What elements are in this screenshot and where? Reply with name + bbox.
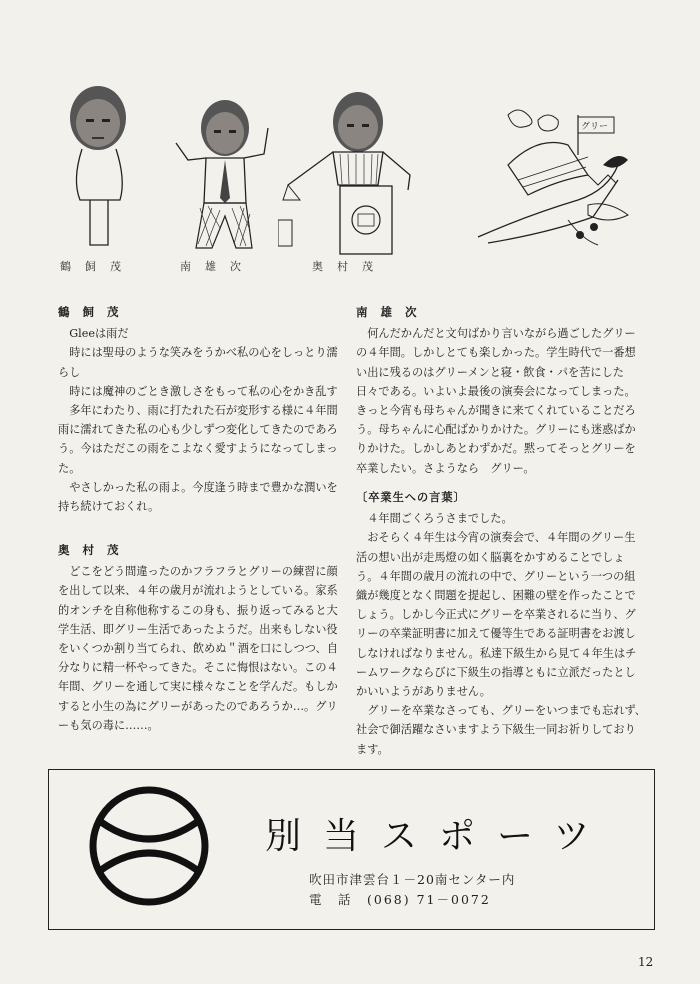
left-column [58, 303, 340, 516]
paragraph: やさしかった私の雨よ。今度逢う時まで豊かな潤いを持ち続けておくれ。 [58, 480, 338, 514]
flag-text: グリー [581, 122, 609, 132]
paragraph: 時には聖母のような笑みをうかべ私の心をしっとり濡らし [58, 346, 338, 379]
caricature-minami [168, 98, 283, 260]
heading-minami: 南雄次 [356, 305, 430, 319]
left-column-2 [58, 541, 340, 735]
paragraph: どこをどう間違ったのかフラフラとグリーの練習に顔を出して以来、４年の歳月が流れようとしている。家系的オンチを自称他称するこの身も、振り返ってみると大学生活、即グリー生活であったようだ。出来もしない役をいくつか割り当てられ、飲めぬ＂酒を口にしつつ、自分なりに精一杯やってきた。そこに悔恨はない。この４年間、グリーを通して実に様々なことを学んだ。もしかすると小生の為にグリーがあったのであろうか…。グリーも気の毒に……。 [58, 565, 338, 732]
caption-okumura: 奥村茂 [312, 260, 387, 273]
baseball-logo-icon [87, 784, 211, 908]
paragraph: 何んだかんだと文句ばかり言いながら過ごしたグリーの４年間。しかしとても楽しかった。学生時代で一番想い出に残るのはグリーメンと寝・飲食・パを苦にした日々である。いよいよ最後の演奏会になってしまった。きっと今宵も母ちゃんが聞きに来てくれていることだろう。母ちゃんに心配ばかりかけた。グリーにも迷惑ばかりかけた。しかしあとわずかだ。黙ってそっとグリーを卒業したい。さようなら グリー。 [356, 327, 636, 475]
caption-minami: 南雄次 [180, 260, 255, 273]
paragraph: 多年にわたり、雨に打たれた石が変形する様に４年間雨に濡れてきた私の心も少しずつ変化してきたのであろう。今はただこの雨をこよなく愛すようになってしまった。 [58, 404, 338, 475]
advertisement-box [48, 769, 655, 930]
paragraph: ４年間ごくろうさまでした。 [367, 512, 513, 526]
crocodile-flag-illustration [468, 105, 638, 255]
caricature-okumura [278, 90, 418, 260]
right-column [356, 303, 646, 478]
heading-tsurugai: 鶴飼茂 [58, 305, 132, 319]
heading-message-to-graduates: 〔卒業生への言葉〕 [356, 490, 466, 504]
paragraph: Gleeは雨だ [69, 327, 129, 341]
ad-store-name: 別当スポーツ [265, 816, 612, 857]
heading-okumura: 奥村茂 [58, 543, 132, 557]
paragraph: おそらく４年生は今宵の演奏会で、４年間のグリー生活の想い出が走馬燈の如く脳裏をかすめることでしょう。４年間の歳月の流れの中で、グリーという一つの組織が幾度となく問題を提起し、困難の壁を作ったことでしょう。しかし今正式にグリーを卒業されるに当り、グリーの卒業証明書に加えて優等生である証明書をお渡ししなければなりません。私達下級生から見て４年生はチームワークならびに下級生の指導ともに立派だったとしかいいようがありません。 [356, 531, 637, 699]
page-number: 12 [638, 955, 654, 969]
right-column-2 [356, 488, 646, 759]
caricature-tsurugai [60, 85, 140, 255]
ad-address: 吹田市津雲台１－20南センター内 [309, 872, 516, 887]
caption-tsurugai: 鶴飼茂 [60, 260, 135, 273]
paragraph: 時には魔神のごとき激しさをもって私の心をかき乱す [69, 384, 338, 398]
paragraph: グリーを卒業なさっても、グリーをいつまでも忘れず、社会で御活躍なさいますよう下級生一同お祈りしております。 [356, 704, 646, 756]
ad-telephone: 電 話 (068) 71－0072 [309, 892, 491, 907]
